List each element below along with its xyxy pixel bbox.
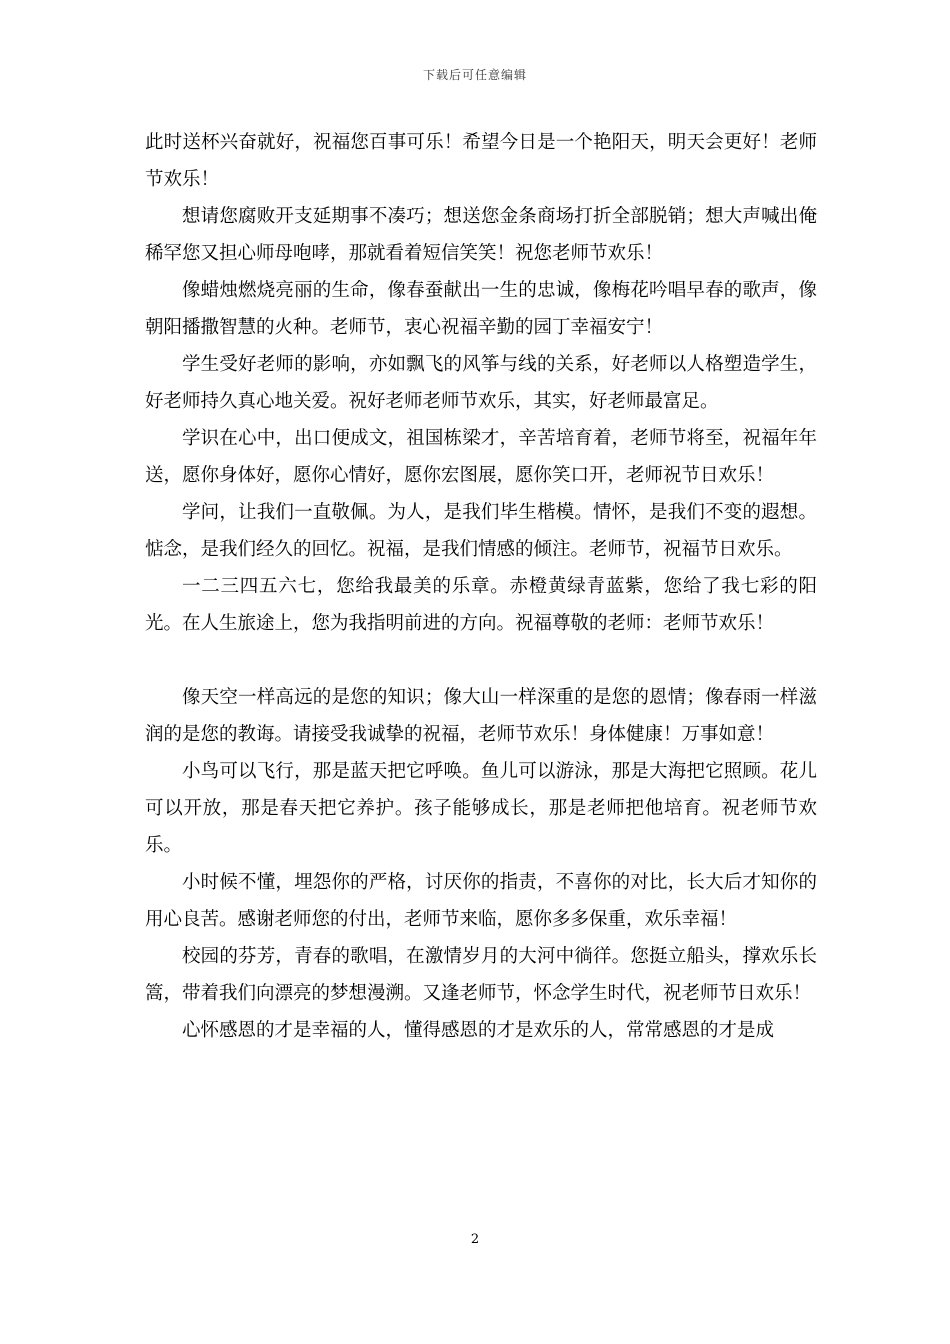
paragraph: 小时候不懂，埋怨你的严格，讨厌你的指责，不喜你的对比，长大后才知你的用心良苦。感谢老师您的付出，老师节来临，愿你多多保重，欢乐幸福！ (145, 872, 817, 930)
paragraph: 小鸟可以飞行，那是蓝天把它呼唤。鱼儿可以游泳，那是大海把它照顾。花儿可以开放，那是春天把它养护。孩子能够成长，那是老师把他培育。祝老师节欢乐。 (145, 761, 817, 856)
paragraph: 学识在心中，出口便成文，祖国栋梁才，辛苦培育着，老师节将至，祝福年年送，愿你身体好，愿你心情好，愿你宏图展，愿你笑口开，老师祝节日欢乐！ (145, 428, 817, 486)
document-body (145, 124, 817, 1049)
paragraph: 学问，让我们一直敬佩。为人，是我们毕生楷模。情怀，是我们不变的遐想。惦念，是我们经久的回忆。祝福，是我们情感的倾注。老师节，祝福节日欢乐。 (145, 502, 817, 560)
paragraph: 心怀感恩的才是幸福的人，懂得感恩的才是欢乐的人，常常感恩的才是成 (182, 1020, 775, 1041)
blank-line (145, 642, 817, 679)
paragraph: 像天空一样高远的是您的知识；像大山一样深重的是您的恩情；像春雨一样滋润的是您的教诲。请接受我诚挚的祝福，老师节欢乐！身体健康！万事如意！ (145, 687, 817, 745)
paragraph: 学生受好老师的影响，亦如飘飞的风筝与线的关系，好老师以人格塑造学生，好老师持久真心地关爱。祝好老师老师节欢乐，其实，好老师最富足。 (145, 354, 817, 412)
page-header: 下载后可任意编辑 (422, 68, 527, 82)
paragraph: 想请您腐败开支延期事不凑巧；想送您金条商场打折全部脱销；想大声喊出俺稀罕您又担心师母咆哮，那就看着短信笑笑！祝您老师节欢乐！ (145, 206, 817, 264)
paragraph: 像蜡烛燃烧亮丽的生命，像春蚕献出一生的忠诚，像梅花吟唱早春的歌声，像朝阳播撒智慧的火种。老师节，衷心祝福辛勤的园丁幸福安宁！ (145, 280, 817, 338)
paragraph: 此时送杯兴奋就好，祝福您百事可乐！希望今日是一个艳阳天，明天会更好！老师节欢乐！ (145, 132, 817, 190)
paragraph: 一二三四五六七，您给我最美的乐章。赤橙黄绿青蓝紫，您给了我七彩的阳光。在人生旅途上，您为我指明前进的方向。祝福尊敬的老师：老师节欢乐！ (145, 576, 817, 634)
page-number: 2 (470, 1232, 480, 1247)
paragraph: 校园的芬芳，青春的歌唱，在激情岁月的大河中徜徉。您挺立船头，撑欢乐长篙，带着我们向漂亮的梦想漫溯。又逢老师节，怀念学生时代，祝老师节日欢乐！ (145, 946, 817, 1004)
